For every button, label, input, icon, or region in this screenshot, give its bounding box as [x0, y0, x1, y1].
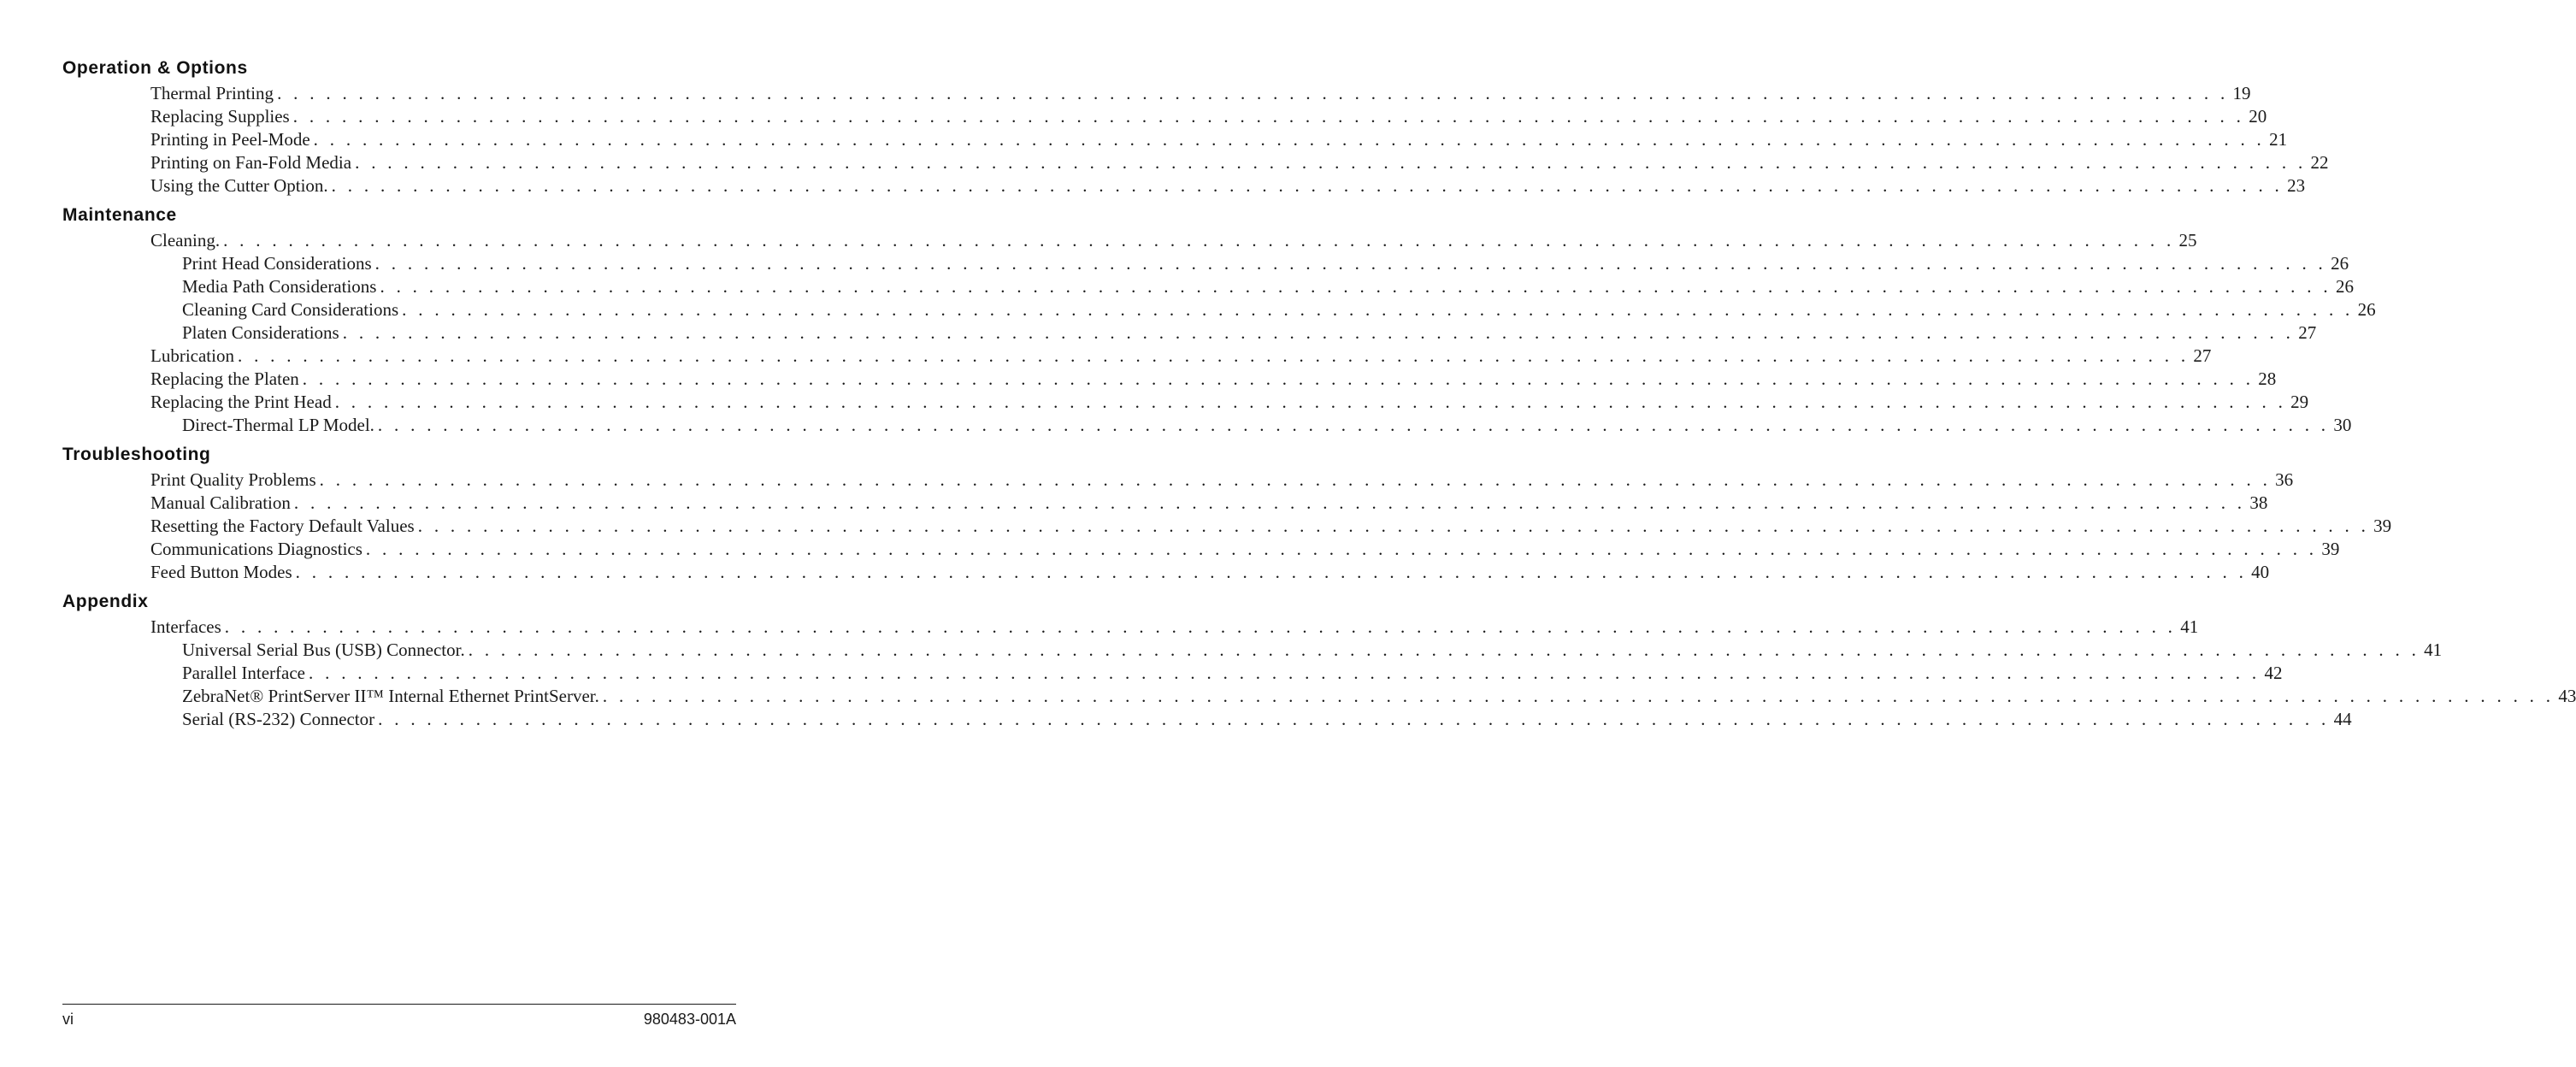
toc-entry-title: Communications Diagnostics	[150, 539, 363, 559]
toc-entry-page: 36	[2275, 469, 2294, 490]
toc-entry-page: 28	[2258, 368, 2277, 389]
toc-entry-page: 29	[2290, 392, 2309, 412]
toc-entry-page: 27	[2298, 322, 2317, 343]
toc-entry-page: 22	[2310, 152, 2329, 173]
toc-entry-title: Thermal Printing	[150, 83, 274, 103]
toc-entry-page: 41	[2424, 640, 2443, 660]
toc-entry-title: Parallel Interface	[182, 663, 305, 683]
dot-leader: . . . . . . . . . . . . . . . . . . . . . . . . . . . . . . . . . . . . . . . . . . . . . . . . . . . . . . . . . . . . . . . . . . . . . . . . . . . . . . . . . . . . . . . . . . . . . . . . . . . . . . . . . . . . . . . . . . . . . . . .	[365, 539, 2318, 559]
toc-entry[interactable]	[0, 368, 2277, 391]
toc-section	[0, 202, 2376, 437]
dot-leader: . . . . . . . . . . . . . . . . . . . . . . . . . . . . . . . . . . . . . . . . . . . . . . . . . . . . . . . . . . . . . . . . . . . . . . . . . . . . . . . . . . . . . . . . . . . . . . . . . . . . . . . . . . . . . . . . . . . . . . . .	[224, 616, 2177, 637]
toc-entry-page: 30	[2333, 415, 2352, 435]
toc-entry[interactable]	[0, 105, 2267, 128]
toc-subentry[interactable]	[0, 252, 2349, 275]
dot-leader: . . . . . . . . . . . . . . . . . . . . . . . . . . . . . . . . . . . . . . . . . . . . . . . . . . . . . . . . . . . . . . . . . . . . . . . . . . . . . . . . . . . . . . . . . . . . . . . . . . . . . . . . . . . . . . . . . . . . . . . .	[602, 686, 2555, 706]
toc-entry-title: Feed Button Modes	[150, 562, 292, 582]
dot-leader: . . . . . . . . . . . . . . . . . . . . . . . . . . . . . . . . . . . . . . . . . . . . . . . . . . . . . . . . . . . . . . . . . . . . . . . . . . . . . . . . . . . . . . . . . . . . . . . . . . . . . . . . . . . . . . . . . . . . . . . .	[342, 322, 2295, 343]
toc-entry-title: Print Head Considerations	[182, 253, 372, 274]
toc-subentry[interactable]	[0, 662, 2283, 685]
section-heading: Operation & Options	[62, 58, 248, 78]
toc-entry-page: 42	[2264, 663, 2283, 683]
toc-entry[interactable]	[0, 391, 2309, 414]
toc-entry-title: Platen Considerations	[182, 322, 339, 343]
toc-section	[0, 588, 2576, 731]
toc-entry-title: Media Path Considerations	[182, 276, 377, 297]
toc-entry[interactable]	[0, 82, 2251, 105]
dot-leader: . . . . . . . . . . . . . . . . . . . . . . . . . . . . . . . . . . . . . . . . . . . . . . . . . . . . . . . . . . . . . . . . . . . . . . . . . . . . . . . . . . . . . . . . . . . . . . . . . . . . . . . . . . . . . . . . . . . . . . . .	[334, 392, 2287, 412]
toc-entry[interactable]	[0, 616, 2199, 639]
toc-entry[interactable]	[0, 538, 2340, 561]
toc-section	[0, 55, 2329, 197]
footer-divider	[62, 1004, 736, 1005]
toc-subentry[interactable]	[0, 321, 2317, 345]
toc-entry-page: 39	[2373, 516, 2392, 536]
table-of-contents	[0, 55, 2576, 735]
dot-leader: . . . . . . . . . . . . . . . . . . . . . . . . . . . . . . . . . . . . . . . . . . . . . . . . . . . . . . . . . . . . . . . . . . . . . . . . . . . . . . . . . . . . . . . . . . . . . . . . . . . . . . . . . . . . . . . . . . . . . . . .	[468, 640, 2420, 660]
dot-leader: . . . . . . . . . . . . . . . . . . . . . . . . . . . . . . . . . . . . . . . . . . . . . . . . . . . . . . . . . . . . . . . . . . . . . . . . . . . . . . . . . . . . . . . . . . . . . . . . . . . . . . . . . . . . . . . . . . . . . . . .	[319, 469, 2272, 490]
dot-leader: . . . . . . . . . . . . . . . . . . . . . . . . . . . . . . . . . . . . . . . . . . . . . . . . . . . . . . . . . . . . . . . . . . . . . . . . . . . . . . . . . . . . . . . . . . . . . . . . . . . . . . . . . . . . . . . . . . . . . . . .	[293, 492, 2246, 513]
dot-leader: . . . . . . . . . . . . . . . . . . . . . . . . . . . . . . . . . . . . . . . . . . . . . . . . . . . . . . . . . . . . . . . . . . . . . . . . . . . . . . . . . . . . . . . . . . . . . . . . . . . . . . . . . . . . . . . . . . . . . . . .	[237, 345, 2190, 366]
dot-leader: . . . . . . . . . . . . . . . . . . . . . . . . . . . . . . . . . . . . . . . . . . . . . . . . . . . . . . . . . . . . . . . . . . . . . . . . . . . . . . . . . . . . . . . . . . . . . . . . . . . . . . . . . . . . . . . . . . . . . . . .	[223, 230, 2175, 251]
toc-entry-title: Replacing the Platen	[150, 368, 299, 389]
dot-leader: . . . . . . . . . . . . . . . . . . . . . . . . . . . . . . . . . . . . . . . . . . . . . . . . . . . . . . . . . . . . . . . . . . . . . . . . . . . . . . . . . . . . . . . . . . . . . . . . . . . . . . . . . . . . . . . . . . . . . . . .	[380, 276, 2331, 297]
dot-leader: . . . . . . . . . . . . . . . . . . . . . . . . . . . . . . . . . . . . . . . . . . . . . . . . . . . . . . . . . . . . . . . . . . . . . . . . . . . . . . . . . . . . . . . . . . . . . . . . . . . . . . . . . . . . . . . . . . . . . . . .	[309, 663, 2261, 683]
dot-leader: . . . . . . . . . . . . . . . . . . . . . . . . . . . . . . . . . . . . . . . . . . . . . . . . . . . . . . . . . . . . . . . . . . . . . . . . . . . . . . . . . . . . . . . . . . . . . . . . . . . . . . . . . . . . . . . . . . . . . . . .	[302, 368, 2255, 389]
toc-entry[interactable]	[0, 151, 2329, 174]
toc-entry-title: Cleaning Card Considerations	[182, 299, 399, 320]
toc-entry-title: Replacing Supplies	[150, 106, 290, 127]
toc-subentry[interactable]	[0, 685, 2576, 708]
toc-entry-title: Printing in Peel-Mode	[150, 129, 310, 150]
dot-leader: . . . . . . . . . . . . . . . . . . . . . . . . . . . . . . . . . . . . . . . . . . . . . . . . . . . . . . . . . . . . . . . . . . . . . . . . . . . . . . . . . . . . . . . . . . . . . . . . . . . . . . . . . . . . . . . . . . . . . . . .	[313, 129, 2266, 150]
toc-entry-page: 19	[2232, 83, 2251, 103]
dot-leader: . . . . . . . . . . . . . . . . . . . . . . . . . . . . . . . . . . . . . . . . . . . . . . . . . . . . . . . . . . . . . . . . . . . . . . . . . . . . . . . . . . . . . . . . . . . . . . . . . . . . . . . . . . . . . . . . . . . . . . . .	[377, 415, 2330, 435]
section-heading: Maintenance	[62, 205, 177, 225]
toc-entry[interactable]	[0, 128, 2288, 151]
dot-leader: . . . . . . . . . . . . . . . . . . . . . . . . . . . . . . . . . . . . . . . . . . . . . . . . . . . . . . . . . . . . . . . . . . . . . . . . . . . . . . . . . . . . . . . . . . . . . . . . . . . . . . . . . . . . . . . . . . . . . . . .	[402, 299, 2354, 320]
toc-entry[interactable]	[0, 515, 2392, 538]
toc-entry[interactable]	[0, 229, 2197, 252]
toc-entry-title: Cleaning.	[150, 230, 221, 251]
toc-entry[interactable]	[0, 492, 2268, 515]
toc-entry-title: Replacing the Print Head	[150, 392, 332, 412]
toc-subentry[interactable]	[0, 639, 2443, 662]
toc-section	[0, 441, 2392, 584]
toc-entry-title: Direct-Thermal LP Model.	[182, 415, 374, 435]
toc-entry-title: Print Quality Problems	[150, 469, 316, 490]
dot-leader: . . . . . . . . . . . . . . . . . . . . . . . . . . . . . . . . . . . . . . . . . . . . . . . . . . . . . . . . . . . . . . . . . . . . . . . . . . . . . . . . . . . . . . . . . . . . . . . . . . . . . . . . . . . . . . . . . . . . . . . .	[331, 175, 2284, 196]
section-heading: Appendix	[62, 592, 149, 611]
toc-entry-page: 23	[2287, 175, 2306, 196]
toc-entry-title: Lubrication	[150, 345, 234, 366]
toc-entry-page: 20	[2249, 106, 2267, 127]
toc-entry-title: ZebraNet® PrintServer II™ Internal Ethernet PrintServer.	[182, 686, 599, 706]
toc-entry-page: 27	[2193, 345, 2212, 366]
section-heading: Troubleshooting	[62, 445, 211, 464]
footer-page-number: vi	[62, 1011, 74, 1028]
toc-entry-page: 26	[2331, 253, 2349, 274]
toc-entry-title: Interfaces	[150, 616, 221, 637]
toc-subentry[interactable]	[0, 708, 2352, 731]
footer-document-number: 980483-001A	[643, 1011, 736, 1028]
toc-entry-page: 43	[2558, 686, 2576, 706]
toc-entry-title: Printing on Fan-Fold Media	[150, 152, 352, 173]
dot-leader: . . . . . . . . . . . . . . . . . . . . . . . . . . . . . . . . . . . . . . . . . . . . . . . . . . . . . . . . . . . . . . . . . . . . . . . . . . . . . . . . . . . . . . . . . . . . . . . . . . . . . . . . . . . . . . . . . . . . . . . .	[292, 106, 2245, 127]
toc-entry-title: Manual Calibration	[150, 492, 291, 513]
toc-entry-page: 44	[2333, 709, 2352, 729]
toc-entry-page: 39	[2321, 539, 2340, 559]
toc-entry[interactable]	[0, 174, 2306, 197]
toc-entry[interactable]	[0, 345, 2212, 368]
toc-entry-title: Resetting the Factory Default Values	[150, 516, 415, 536]
dot-leader: . . . . . . . . . . . . . . . . . . . . . . . . . . . . . . . . . . . . . . . . . . . . . . . . . . . . . . . . . . . . . . . . . . . . . . . . . . . . . . . . . . . . . . . . . . . . . . . . . . . . . . . . . . . . . . . . . . . . . . . .	[378, 709, 2330, 729]
toc-subentry[interactable]	[0, 275, 2354, 298]
dot-leader: . . . . . . . . . . . . . . . . . . . . . . . . . . . . . . . . . . . . . . . . . . . . . . . . . . . . . . . . . . . . . . . . . . . . . . . . . . . . . . . . . . . . . . . . . . . . . . . . . . . . . . . . . . . . . . . . . . . . . . . .	[277, 83, 2229, 103]
toc-subentry[interactable]	[0, 414, 2352, 437]
dot-leader: . . . . . . . . . . . . . . . . . . . . . . . . . . . . . . . . . . . . . . . . . . . . . . . . . . . . . . . . . . . . . . . . . . . . . . . . . . . . . . . . . . . . . . . . . . . . . . . . . . . . . . . . . . . . . . . . . . . . . . . .	[355, 152, 2307, 173]
toc-entry-page: 26	[2357, 299, 2376, 320]
toc-entry-page: 21	[2269, 129, 2288, 150]
toc-entry-page: 26	[2335, 276, 2354, 297]
toc-entry-page: 40	[2251, 562, 2270, 582]
dot-leader: . . . . . . . . . . . . . . . . . . . . . . . . . . . . . . . . . . . . . . . . . . . . . . . . . . . . . . . . . . . . . . . . . . . . . . . . . . . . . . . . . . . . . . . . . . . . . . . . . . . . . . . . . . . . . . . . . . . . . . . .	[417, 516, 2370, 536]
dot-leader: . . . . . . . . . . . . . . . . . . . . . . . . . . . . . . . . . . . . . . . . . . . . . . . . . . . . . . . . . . . . . . . . . . . . . . . . . . . . . . . . . . . . . . . . . . . . . . . . . . . . . . . . . . . . . . . . . . . . . . . .	[295, 562, 2248, 582]
toc-entry[interactable]	[0, 469, 2294, 492]
toc-entry-title: Serial (RS-232) Connector	[182, 709, 375, 729]
toc-entry-title: Universal Serial Bus (USB) Connector.	[182, 640, 465, 660]
dot-leader: . . . . . . . . . . . . . . . . . . . . . . . . . . . . . . . . . . . . . . . . . . . . . . . . . . . . . . . . . . . . . . . . . . . . . . . . . . . . . . . . . . . . . . . . . . . . . . . . . . . . . . . . . . . . . . . . . . . . . . . .	[374, 253, 2327, 274]
toc-entry-title: Using the Cutter Option.	[150, 175, 328, 196]
toc-entry-page: 25	[2178, 230, 2197, 251]
toc-entry-page: 38	[2249, 492, 2268, 513]
toc-entry-page: 41	[2180, 616, 2199, 637]
toc-entry[interactable]	[0, 561, 2270, 584]
toc-subentry[interactable]	[0, 298, 2376, 321]
